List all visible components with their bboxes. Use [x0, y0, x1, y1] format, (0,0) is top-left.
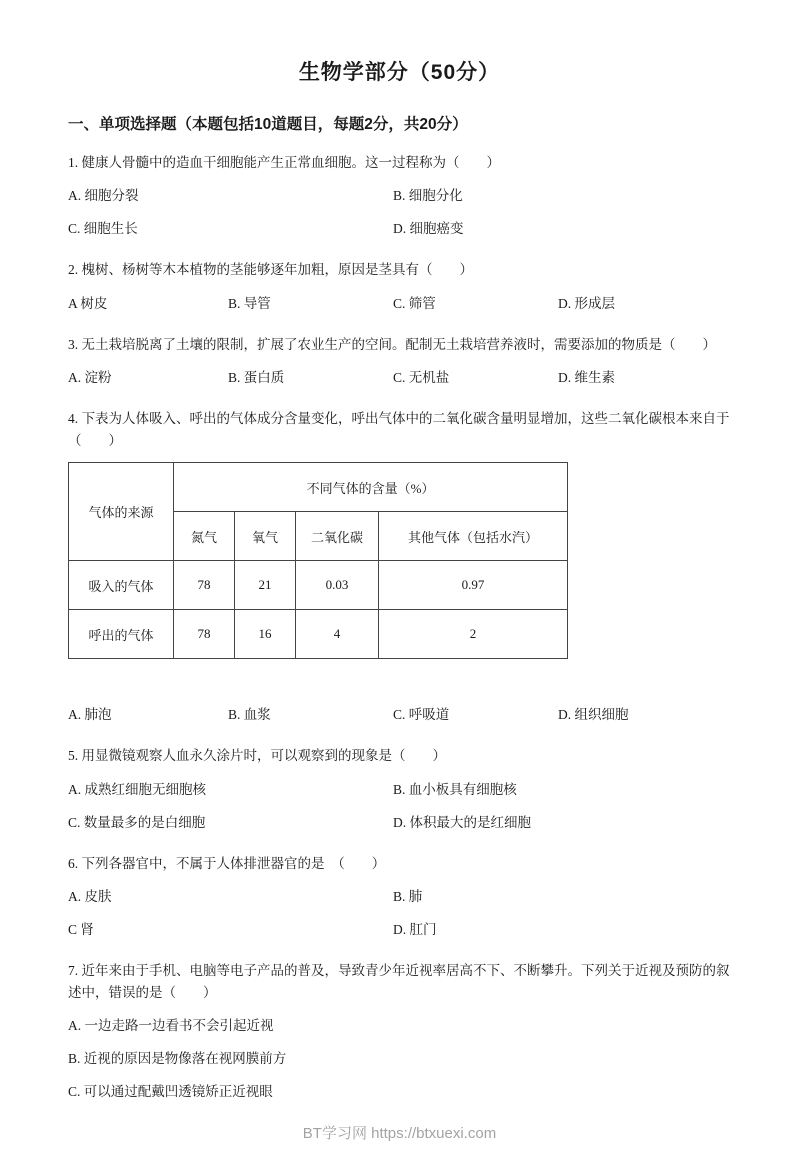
question-4-stem: 4. 下表为人体吸入、呼出的气体成分含量变化，呼出气体中的二氧化碳含量明显增加，这些二氧化碳根本来自于（ ）: [68, 410, 730, 449]
table-cell: 78: [174, 561, 235, 610]
table-row: [69, 610, 568, 659]
table-cell: 0.03: [296, 561, 379, 610]
question-1-option-c: C. 细胞生长: [68, 221, 138, 237]
question-2-stem: 2. 槐树、杨树等木本植物的茎能够逐年加粗，原因是茎具有（ ）: [68, 262, 473, 278]
table-group-header: 不同气体的含量（%）: [174, 463, 568, 512]
question-6: [68, 853, 731, 952]
question-2-options: [68, 292, 731, 312]
section-heading: 一、单项选择题（本题包括10道题目，每题2分，共20分）: [68, 116, 468, 133]
question-6-option-a: A. 皮肤: [68, 888, 112, 904]
question-6-options: [68, 885, 731, 938]
question-3-option-b: B. 蛋白质: [228, 369, 285, 385]
question-5: [68, 745, 731, 844]
question-1-stem: 1. 健康人骨髓中的造血干细胞能产生正常血细胞。这一过程称为（ ）: [68, 155, 500, 170]
table-col-header-co2: 二氧化碳: [296, 512, 379, 561]
question-4-option-b: B. 血浆: [228, 707, 271, 723]
table-col-header-oxygen: 氧气: [235, 512, 296, 561]
question-1-options: [68, 184, 731, 237]
question-6-stem: 6. 下列各器官中，不属于人体排泄器官的是 （ ）: [68, 855, 386, 871]
question-7-option-b: B. 近视的原因是物像落在视网膜前方: [68, 1051, 287, 1067]
question-3-options: [68, 366, 731, 386]
question-4-option-d: D. 组织细胞: [558, 707, 629, 723]
question-4-options: [68, 703, 731, 723]
question-3-option-d: D. 维生素: [558, 369, 615, 385]
table-row-label: 呼出的气体: [69, 610, 174, 659]
table-row-label: 吸入的气体: [69, 561, 174, 610]
question-3: [68, 334, 731, 400]
question-7: [68, 960, 731, 1115]
page-title: 生物学部分（50分）: [298, 61, 501, 84]
table-cell: 16: [235, 610, 296, 659]
question-2: [68, 259, 731, 325]
question-6-option-b: B. 肺: [393, 888, 423, 904]
question-3-option-a: A. 淀粉: [68, 369, 112, 385]
question-7-option-a: A. 一边走路一边看书不会引起近视: [68, 1018, 274, 1034]
question-2-option-b: B. 导管: [228, 295, 271, 311]
question-5-option-d: D. 体积最大的是红细胞: [393, 814, 531, 830]
question-5-option-a: A. 成熟红细胞无细胞核: [68, 781, 206, 797]
table-cell: 4: [296, 610, 379, 659]
table-col-header-nitrogen: 氮气: [174, 512, 235, 561]
question-5-option-b: B. 血小板具有细胞核: [393, 781, 517, 797]
question-3-stem: 3. 无土栽培脱离了土壤的限制，扩展了农业生产的空间。配制无土栽培营养液时，需要添加的物质是（ ）: [68, 336, 716, 352]
question-5-option-c: C. 数量最多的是白细胞: [68, 814, 206, 830]
spacer: [68, 659, 731, 703]
question-2-option-d: D. 形成层: [558, 295, 615, 311]
question-2-option-a: A 树皮: [68, 295, 108, 311]
question-6-option-c: C 肾: [68, 921, 94, 937]
table-col-header-other: 其他气体（包括水汽）: [379, 512, 568, 561]
gas-content-table: [68, 462, 568, 659]
question-7-option-c: C. 可以通过配戴凹透镜矫正近视眼: [68, 1084, 273, 1100]
table-cell: 78: [174, 610, 235, 659]
site-watermark: BT学习网 https://btxuexi.com: [302, 1125, 497, 1143]
table-corner-header: 气体的来源: [69, 463, 174, 561]
table-cell: 21: [235, 561, 296, 610]
table-row: [69, 561, 568, 610]
table-cell: 2: [379, 610, 568, 659]
question-7-options: [68, 1014, 731, 1100]
question-7-stem: 7. 近年来由于手机、电脑等电子产品的普及，导致青少年近视率居高不下、不断攀升。下列关于近视及预防的叙述中，错误的是（ ）: [68, 962, 730, 1001]
question-1-option-b: B. 细胞分化: [393, 188, 463, 204]
question-2-option-c: C. 筛管: [393, 295, 436, 311]
question-4-option-c: C. 呼吸道: [393, 707, 450, 723]
question-1-option-a: A. 细胞分裂: [68, 188, 139, 204]
question-5-options: [68, 778, 731, 831]
table-cell: 0.97: [379, 561, 568, 610]
question-4: [68, 408, 731, 738]
question-4-option-a: A. 肺泡: [68, 707, 112, 723]
question-1-option-d: D. 细胞癌变: [393, 221, 464, 237]
question-3-option-c: C. 无机盐: [393, 369, 450, 385]
question-6-option-d: D. 肛门: [393, 921, 437, 937]
question-1: [68, 152, 731, 251]
question-5-stem: 5. 用显微镜观察人血永久涂片时，可以观察到的现象是（ ）: [68, 748, 446, 764]
